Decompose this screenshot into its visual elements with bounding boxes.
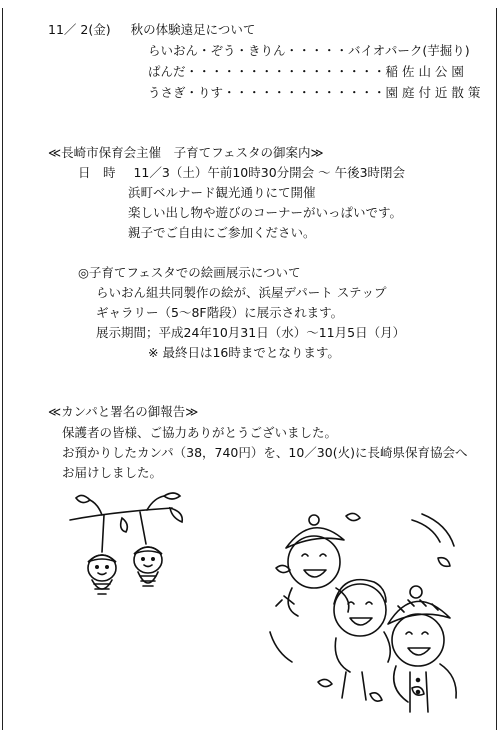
- event1-row-place: 園 庭 付 近 散 策: [385, 85, 481, 100]
- exhibit-line: らいおん組共同製作の絵が、浜屋デパート ステップ: [96, 285, 387, 300]
- children-autumn-illustration: [262, 512, 467, 722]
- event1-row-place: バイオパーク(芋掘り): [348, 43, 470, 58]
- exhibit-note: ※ 最終日は16時までとなります。: [148, 345, 340, 360]
- event1-row: [148, 42, 470, 59]
- report-heading: ≪カンパと署名の御報告≫: [48, 404, 199, 419]
- festa-date-label: 日 時: [78, 165, 116, 180]
- exhibit-line: 展示期間；平成24年10月31日（水）～11月5日（月）: [96, 325, 406, 340]
- festa-line: 浜町ベルナード観光通りにて開催: [128, 185, 316, 200]
- report-line: お預かりしたカンパ（38，740円）を、10／30(火)に長崎県保育協会へ: [62, 445, 468, 460]
- event1-row: [148, 63, 464, 80]
- exhibit-line: ギャラリー（5～8F階段）に展示されます。: [96, 305, 344, 320]
- event1-row: [148, 84, 480, 101]
- event1-row-group: らいおん・ぞう・きりん・・・・・: [148, 43, 349, 58]
- event1-row-group: うさぎ・りす・・・・・・・・・・・・・: [148, 85, 386, 100]
- event1-date: 11／ 2(金): [48, 22, 111, 37]
- festa-line: 親子でご自由にご参加ください。: [128, 225, 316, 240]
- festa-date-row: [78, 164, 405, 181]
- festa-date-value: 11／3（土）午前10時30分開会 ～ 午後3時閉会: [133, 165, 406, 180]
- event1-row-group: ぱんだ・・・・・・・・・・・・・・・・: [148, 64, 386, 79]
- festa-heading: ≪長崎市保育会主催 子育てフェスタの御案内≫: [48, 145, 324, 160]
- event1-title: 秋の体験遠足について: [130, 22, 256, 37]
- exhibit-title: ◎子育てフェスタでの絵画展示について: [78, 265, 301, 280]
- report-line: お届けしました。: [62, 465, 163, 480]
- acorn-branch-illustration: [62, 490, 192, 610]
- report-line: 保護者の皆様、ご協力ありがとうございました。: [62, 425, 338, 440]
- event1-header: [48, 21, 255, 38]
- event1-row-place: 稲 佐 山 公 園: [385, 64, 464, 79]
- festa-line: 楽しい出し物や遊びのコーナーがいっぱいです。: [128, 205, 403, 220]
